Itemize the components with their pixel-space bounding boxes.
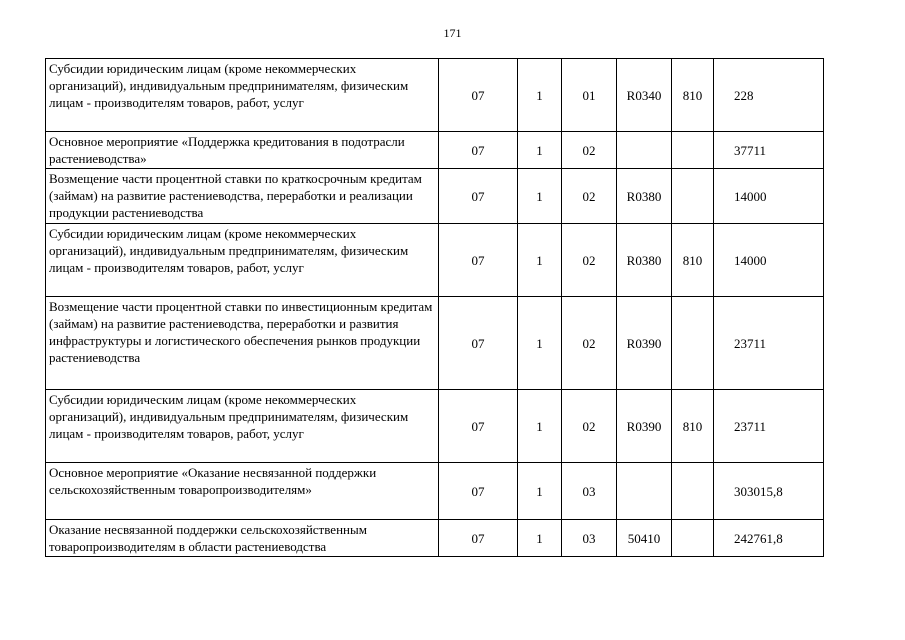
budget-table <box>45 58 824 557</box>
table-row <box>46 390 824 463</box>
row-amount: 37711 <box>714 132 824 169</box>
row-subprogram: 03 <box>562 463 617 520</box>
row-target: R0390 <box>617 297 672 390</box>
row-section: 07 <box>439 520 518 557</box>
row-program: 1 <box>518 132 562 169</box>
row-target: R0380 <box>617 224 672 297</box>
row-program: 1 <box>518 169 562 224</box>
row-amount: 303015,8 <box>714 463 824 520</box>
row-section: 07 <box>439 297 518 390</box>
row-expense-type <box>672 297 714 390</box>
table-row <box>46 297 824 390</box>
row-amount: 14000 <box>714 169 824 224</box>
row-subprogram: 01 <box>562 59 617 132</box>
table-row <box>46 169 824 224</box>
row-section: 07 <box>439 169 518 224</box>
row-amount: 228 <box>714 59 824 132</box>
row-subprogram: 02 <box>562 390 617 463</box>
row-subprogram: 03 <box>562 520 617 557</box>
row-description: Возмещение части процентной ставки по инвестиционным кредитам (займам) на развитие растениеводства, переработки и развития инфраструктуры и логистического обеспечения рынков продукции растениеводства <box>46 297 439 390</box>
table-row <box>46 224 824 297</box>
row-section: 07 <box>439 463 518 520</box>
row-section: 07 <box>439 390 518 463</box>
row-expense-type <box>672 520 714 557</box>
row-program: 1 <box>518 59 562 132</box>
row-amount: 242761,8 <box>714 520 824 557</box>
row-section: 07 <box>439 59 518 132</box>
row-expense-type <box>672 169 714 224</box>
row-target: R0390 <box>617 390 672 463</box>
row-description: Субсидии юридическим лицам (кроме некоммерческих организаций), индивидуальным предпринимателям, физическим лицам - производителям товаров, работ, услуг <box>46 224 439 297</box>
row-description: Оказание несвязанной поддержки сельскохозяйственным товаропроизводителям в области растениеводства <box>46 520 439 557</box>
row-description: Основное мероприятие «Поддержка кредитования в подотрасли растениеводства» <box>46 132 439 169</box>
row-description: Субсидии юридическим лицам (кроме некоммерческих организаций), индивидуальным предпринимателям, физическим лицам - производителям товаров, работ, услуг <box>46 59 439 132</box>
row-amount: 23711 <box>714 390 824 463</box>
page-number: 171 <box>443 26 462 40</box>
row-section: 07 <box>439 224 518 297</box>
row-amount: 14000 <box>714 224 824 297</box>
row-program: 1 <box>518 463 562 520</box>
row-amount: 23711 <box>714 297 824 390</box>
row-section: 07 <box>439 132 518 169</box>
row-expense-type: 810 <box>672 59 714 132</box>
row-target: R0380 <box>617 169 672 224</box>
table-row <box>46 59 824 132</box>
row-subprogram: 02 <box>562 297 617 390</box>
table-row <box>46 132 824 169</box>
row-description: Возмещение части процентной ставки по краткосрочным кредитам (займам) на развитие растениеводства, переработки и реализации продукции растениеводства <box>46 169 439 224</box>
row-program: 1 <box>518 520 562 557</box>
row-program: 1 <box>518 224 562 297</box>
row-program: 1 <box>518 390 562 463</box>
row-expense-type: 810 <box>672 390 714 463</box>
row-subprogram: 02 <box>562 132 617 169</box>
row-expense-type <box>672 463 714 520</box>
row-expense-type: 810 <box>672 224 714 297</box>
row-target <box>617 463 672 520</box>
row-target: 50410 <box>617 520 672 557</box>
row-subprogram: 02 <box>562 169 617 224</box>
table-row <box>46 520 824 557</box>
row-description: Субсидии юридическим лицам (кроме некоммерческих организаций), индивидуальным предпринимателям, физическим лицам - производителям товаров, работ, услуг <box>46 390 439 463</box>
row-target <box>617 132 672 169</box>
table-row <box>46 463 824 520</box>
row-subprogram: 02 <box>562 224 617 297</box>
row-description: Основное мероприятие «Оказание несвязанной поддержки сельскохозяйственным товаропроизводителям» <box>46 463 439 520</box>
row-expense-type <box>672 132 714 169</box>
row-target: R0340 <box>617 59 672 132</box>
row-program: 1 <box>518 297 562 390</box>
